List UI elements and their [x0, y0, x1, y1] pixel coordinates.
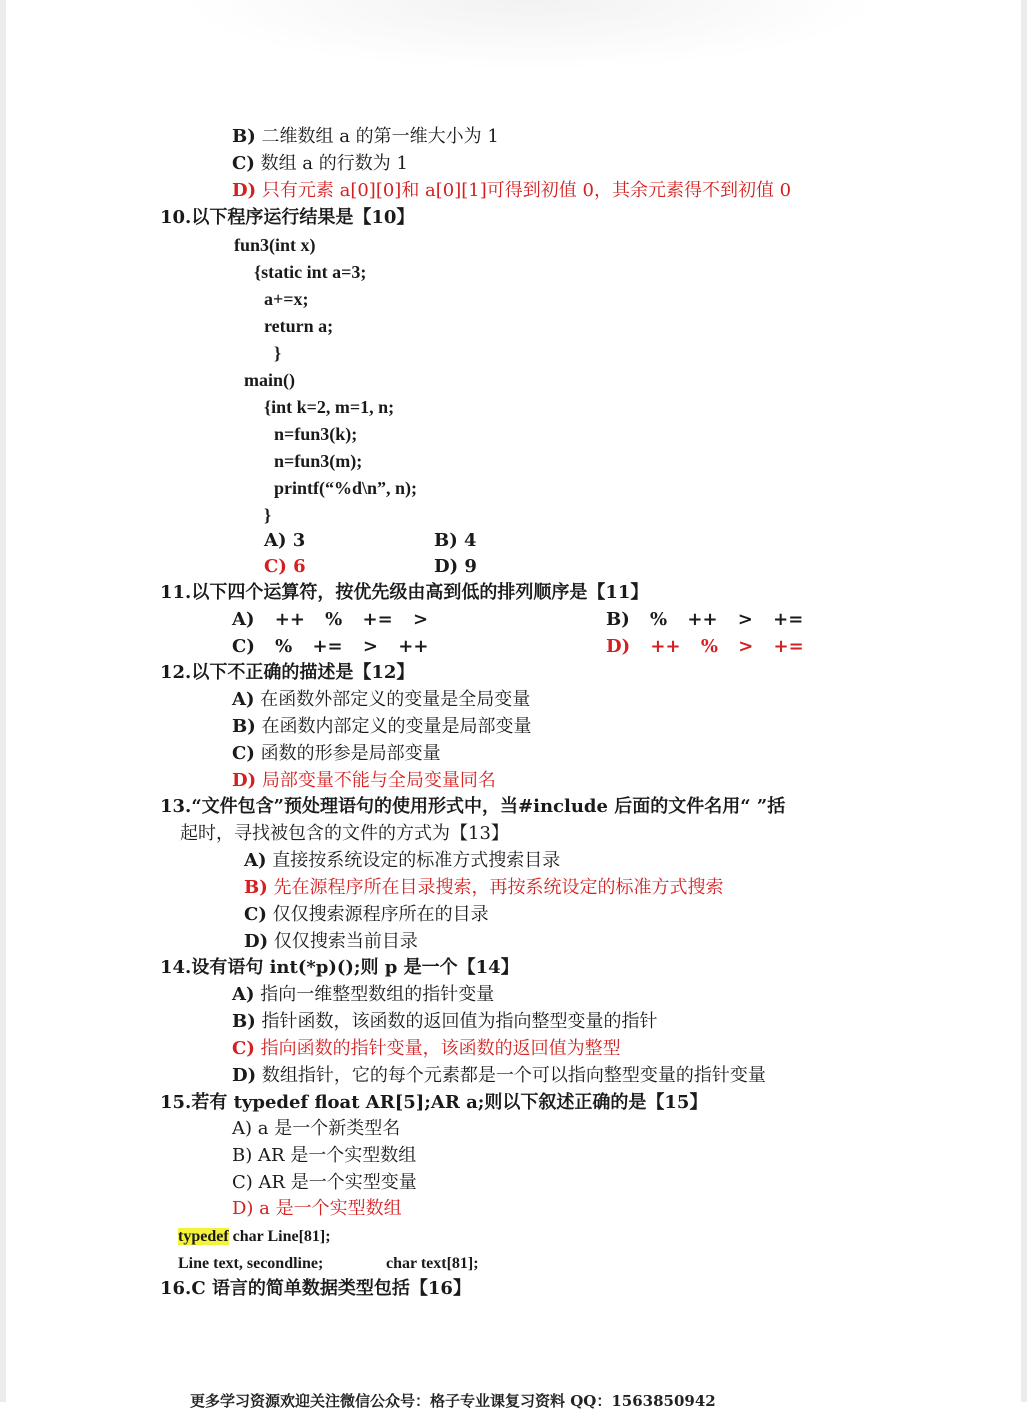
code-line: {static int a=3; [254, 262, 367, 282]
page-edge-left [0, 0, 6, 1402]
option-label: A) [244, 850, 267, 871]
option-label: B) [232, 716, 256, 737]
q15-option-d-answer: D) a 是一个实型数组 [232, 1198, 402, 1219]
q12-option-b [232, 715, 531, 739]
q13-stem-line1: 13.“文件包含”预处理语句的使用形式中，当#include 后面的文件名用“ ”括 [160, 796, 786, 817]
option-text: 仅仅搜索当前目录 [273, 931, 418, 952]
option-label: A) [232, 689, 255, 710]
q13-option-a [244, 849, 560, 873]
option-text: 数组指针，它的每个元素都是一个可以指向整型变量的指针变量 [261, 1065, 766, 1086]
code-line: main() [244, 370, 295, 390]
option-text: 函数的形参是局部变量 [260, 743, 441, 764]
q15-option-a: A) a 是一个新类型名 [232, 1118, 401, 1139]
q12-stem: 12.以下不正确的描述是【12】 [160, 662, 415, 683]
option-text: 先在源程序所在目录搜索，再按系统设定的标准方式搜索 [273, 877, 724, 898]
q9-option-b [232, 125, 499, 149]
q14-option-a [232, 983, 494, 1007]
page-top-shadow [180, 0, 880, 70]
option-text: 二维数组 a 的第一维大小为 1 [261, 126, 499, 147]
option-label: C) [232, 1038, 255, 1059]
note-text: char Line[81]; [228, 1228, 331, 1245]
q14-option-d [232, 1064, 766, 1088]
option-text: 直接按系统设定的标准方式搜索目录 [272, 850, 561, 871]
q10-option-d: D) 9 [434, 556, 477, 577]
code-line: {int k=2, m=1, n; [264, 397, 395, 417]
code-line: printf(“%d\n”, n); [274, 478, 418, 498]
q12-option-a [232, 688, 530, 712]
q16-stem: 16.C 语言的简单数据类型包括【16】 [160, 1278, 471, 1299]
q9-option-d-answer [232, 179, 791, 203]
q11-stem: 11.以下四个运算符，按优先级由高到低的排列顺序是【11】 [160, 582, 649, 603]
code-line: fun3(int x) [234, 235, 316, 255]
code-line: n=fun3(m); [274, 451, 363, 471]
q11-option-a: A) ++ % += > [232, 609, 429, 630]
q15-stem: 15.若有 typedef float AR[5];AR a;则以下叙述正确的是【15】 [160, 1092, 708, 1113]
typedef-note-line1 [178, 1225, 331, 1249]
q10-option-b: B) 4 [434, 530, 477, 551]
q13-stem-line2: 起时，寻找被包含的文件的方式为【13】 [180, 823, 509, 844]
option-text: 数组 a 的行数为 1 [260, 153, 408, 174]
code-line: n=fun3(k); [274, 424, 358, 444]
option-text: 在函数内部定义的变量是局部变量 [261, 716, 532, 737]
option-label: D) [232, 1065, 257, 1086]
code-line: return a; [264, 316, 334, 336]
q12-option-c [232, 742, 441, 766]
option-text: 指向函数的指针变量，该函数的返回值为整型 [260, 1038, 621, 1059]
typedef-note-line2-right: char text[81]; [386, 1255, 479, 1272]
q12-option-d-answer [232, 769, 496, 793]
option-label: A) [232, 984, 255, 1005]
highlighted-keyword: typedef [178, 1228, 229, 1245]
q10-option-c-answer: C) 6 [264, 556, 306, 577]
option-label: D) [244, 931, 269, 952]
q10-stem: 10.以下程序运行结果是【10】 [160, 207, 415, 228]
q11-option-d-answer: D) ++ % > += [606, 636, 804, 657]
page-edge-right [1021, 0, 1027, 1402]
option-text: 只有元素 a[0][0]和 a[0][1]可得到初值 0，其余元素得不到初值 0 [261, 180, 792, 201]
option-label: C) [244, 904, 267, 925]
page-footer: 更多学习资源欢迎关注微信公众号：格子专业课复习资料 QQ：1563850942 [190, 1392, 716, 1410]
q14-option-b [232, 1010, 657, 1034]
option-text: 指向一维整型数组的指针变量 [260, 984, 495, 1005]
q13-option-c [244, 903, 489, 927]
typedef-note-line2-left: Line text, secondline; [178, 1255, 324, 1272]
option-label: C) [232, 153, 255, 174]
option-label: C) [232, 743, 255, 764]
q11-option-b: B) % ++ > += [606, 609, 804, 630]
option-text: 指针函数，该函数的返回值为指向整型变量的指针 [261, 1011, 658, 1032]
option-label: B) [232, 1011, 256, 1032]
q11-option-c: C) % += > ++ [232, 636, 429, 657]
option-text: 在函数外部定义的变量是全局变量 [260, 689, 531, 710]
option-label: B) [232, 126, 256, 147]
code-line: } [274, 343, 282, 363]
option-text: 仅仅搜索源程序所在的目录 [272, 904, 489, 925]
q14-option-c-answer [232, 1037, 621, 1061]
q15-option-c: C) AR 是一个实型变量 [232, 1172, 417, 1193]
q15-option-b: B) AR 是一个实型数组 [232, 1145, 417, 1166]
code-line: } [264, 505, 272, 525]
q14-stem: 14.设有语句 int(*p)();则 p 是一个【14】 [160, 957, 519, 978]
option-text: 局部变量不能与全局变量同名 [261, 770, 496, 791]
option-label: D) [232, 770, 257, 791]
q13-option-b-answer [244, 876, 723, 900]
q9-option-c [232, 152, 408, 176]
q10-option-a: A) 3 [264, 530, 306, 551]
option-label: B) [244, 877, 268, 898]
code-line: a+=x; [264, 289, 309, 309]
q13-option-d [244, 930, 418, 954]
option-label: D) [232, 180, 257, 201]
